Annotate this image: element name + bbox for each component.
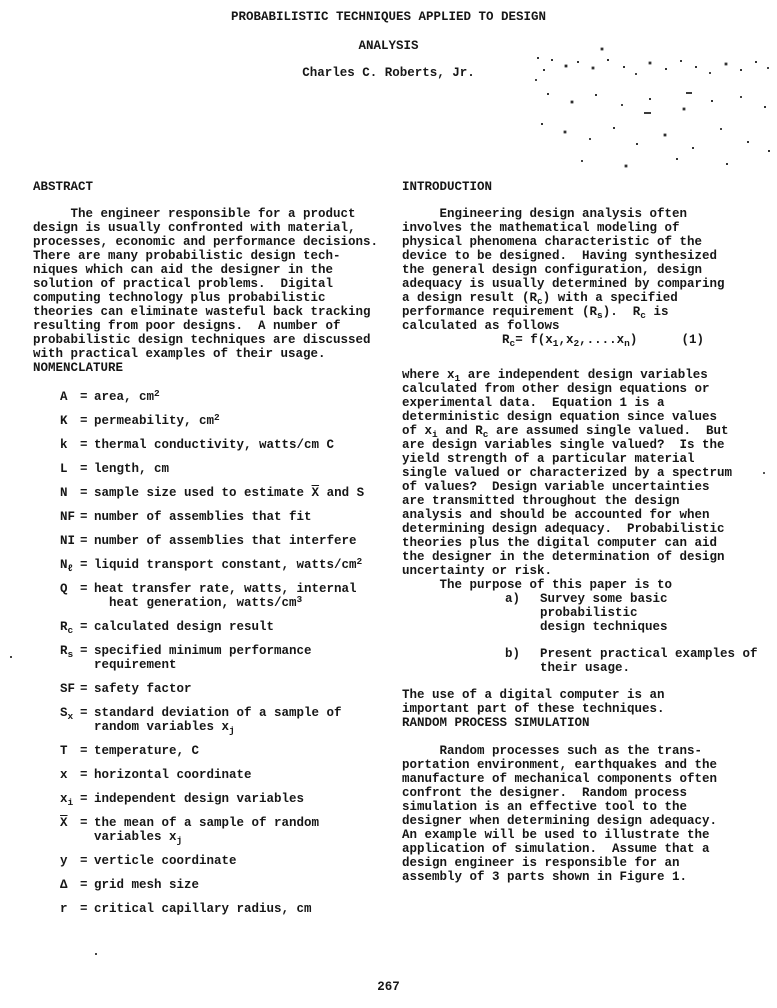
equals-sign: =: [80, 682, 88, 696]
equals-sign: =: [80, 854, 88, 868]
paper-subtitle: ANALYSIS: [358, 39, 419, 53]
nomenclature-symbol: $R_c$: [60, 620, 74, 636]
equals-sign: =: [80, 438, 88, 452]
intro-paragraph-2: where $x_1$ are independent design variables calculated from other design equations or experimental data. Equation 1 is a deterministic design equation since values of $x_i$ and $R_c$ are assumed single valued. But are design variables single valued? Is the yield strength of a particular material single valued or characterized by a spectrum of values? Design variable uncertainties are transmitted throughout the design analysis and should be accounted for when determining design adequacy. Probabilistic theories plus the digital computer can aid the designer in the determination of design uncertainty or risk. The purpose of this paper is to: [402, 368, 733, 592]
nomenclature-entry: [33, 854, 388, 868]
nomenclature-definition: number of assemblies that fit: [94, 510, 312, 524]
nomenclature-symbol: $N_\ell$: [60, 558, 74, 574]
equals-sign: =: [80, 902, 88, 916]
equals-sign: =: [80, 462, 88, 476]
list-item: [402, 647, 762, 675]
nomenclature-entry: [33, 414, 388, 428]
scan-noise-dash: [686, 92, 692, 94]
nomenclature-definition: thermal conductivity, watts/cm C: [94, 438, 335, 452]
scan-stray-marks: [10, 656, 12, 658]
nomenclature-symbol: y: [60, 854, 68, 868]
nomenclature-symbol: K: [60, 414, 68, 428]
nomenclature-definition: grid mesh size: [94, 878, 200, 892]
nomenclature-definition: heat transfer rate, watts, internal heat generation, watts/$cm^3$: [94, 582, 357, 610]
nomenclature-entry: [33, 620, 388, 634]
nomenclature-definition: independent design variables: [94, 792, 305, 806]
nomenclature-entry: [33, 438, 388, 452]
nomenclature-entry: [33, 534, 388, 548]
nomenclature-definition: number of assemblies that interfere: [94, 534, 357, 548]
nomenclature-entry: [33, 878, 388, 892]
nomenclature-entry: [33, 682, 388, 696]
nomenclature-symbol: $R_s$: [60, 644, 74, 660]
nomenclature-definition: horizontal coordinate: [94, 768, 252, 782]
equals-sign: =: [80, 620, 88, 634]
nomenclature-list: [33, 390, 388, 916]
equals-sign: =: [80, 792, 88, 806]
list-item-text: Survey some basic probabilistic design techniques: [540, 592, 668, 634]
equals-sign: =: [80, 510, 88, 524]
nomenclature-entry: [33, 792, 388, 806]
nomenclature-symbol: NF: [60, 510, 76, 524]
equals-sign: =: [80, 768, 88, 782]
nomenclature-definition: critical capillary radius, cm: [94, 902, 312, 916]
nomenclature-entry: [33, 390, 388, 404]
equals-sign: =: [80, 644, 88, 658]
equals-sign: =: [80, 878, 88, 892]
nomenclature-definition: calculated design result: [94, 620, 275, 634]
nomenclature-definition: permeability, $cm^2$: [94, 412, 220, 428]
nomenclature-symbol: NI: [60, 534, 76, 548]
purpose-list: [402, 592, 762, 675]
list-item-marker: a): [505, 592, 521, 606]
equation-row: [402, 333, 762, 347]
equals-sign: =: [80, 816, 88, 830]
nomenclature-definition: sample size used to estimate $\overline{X}$ and S: [94, 486, 365, 500]
nomenclature-symbol: Δ: [60, 878, 68, 892]
nomenclature-symbol: N: [60, 486, 68, 500]
intro-paragraph-1: Engineering design analysis often involves the mathematical modeling of physical phenomena characteristic of the device to be designed. Having synthesized the general design configuration, design adequacy is usually determined by comparing a design result $(R_c)$ with a specified performance requirement $(R_s)$. $R_c$ is calculated as follows: [402, 207, 725, 333]
nomenclature-definition: temperature, C: [94, 744, 200, 758]
random-process-paragraph: Random processes such as the trans- portation environment, earthquakes and the manufacture of mechanical components often confront the designer. Random process simulation is an effective tool to the designer when determining design adequacy. An example will be used to illustrate the application of simulation. Assume that a design engineer is responsible for an assembly of 3 parts shown in Figure 1.: [402, 744, 718, 884]
nomenclature-entry: [33, 486, 388, 500]
introduction-heading: INTRODUCTION: [402, 180, 493, 194]
nomenclature-symbol: L: [60, 462, 68, 476]
equals-sign: =: [80, 414, 88, 428]
left-column: [33, 180, 388, 926]
nomenclature-symbol: A: [60, 390, 68, 404]
scan-noise-speckles: [537, 57, 539, 59]
equals-sign: =: [80, 558, 88, 572]
nomenclature-symbol: $x_i$: [60, 792, 74, 808]
nomenclature-definition: the mean of a sample of random variables $x_j$: [94, 816, 320, 846]
abstract-body: The engineer responsible for a product design is usually confronted with material, processes, economic and performance decisions. There are many probabilistic design tech- niques which can aid the designer in the solution of practical problems. Digital computing technology plus probabilistic theories can eliminate wasteful back tracking resulting from poor designs. A number of probabilistic design techniques are discussed with practical examples of their usage.: [33, 207, 379, 361]
nomenclature-symbol: k: [60, 438, 68, 452]
nomenclature-entry: [33, 816, 388, 844]
nomenclature-symbol: x: [60, 768, 68, 782]
equals-sign: =: [80, 582, 88, 596]
nomenclature-definition: specified minimum performance requirement: [94, 644, 312, 672]
list-item: [402, 592, 762, 634]
scan-noise-dash: [644, 112, 651, 114]
equals-sign: =: [80, 744, 88, 758]
nomenclature-entry: [33, 768, 388, 782]
nomenclature-symbol: $S_x$: [60, 706, 74, 722]
closing-paragraph: The use of a digital computer is an important part of these techniques.: [402, 688, 665, 716]
nomenclature-entry: [33, 644, 388, 672]
nomenclature-entry: [33, 582, 388, 610]
two-column-body: [33, 180, 762, 926]
random-process-heading: RANDOM PROCESS SIMULATION: [402, 716, 590, 730]
list-item-text: Present practical examples of their usage.: [540, 647, 758, 675]
nomenclature-entry: [33, 558, 388, 572]
nomenclature-definition: area, $cm^2$: [94, 388, 160, 404]
nomenclature-definition: verticle coordinate: [94, 854, 237, 868]
nomenclature-entry: [33, 462, 388, 476]
nomenclature-symbol: Q: [60, 582, 68, 596]
nomenclature-entry: [33, 744, 388, 758]
list-item-marker: b): [505, 647, 521, 661]
page-footer: [0, 980, 777, 994]
nomenclature-entry: [33, 902, 388, 916]
nomenclature-definition: liquid transport constant, watts/$cm^2$: [94, 556, 363, 572]
abstract-heading: ABSTRACT: [33, 180, 94, 194]
paper-title: PROBABILISTIC TECHNIQUES APPLIED TO DESIGN: [230, 10, 547, 24]
right-column: [402, 180, 762, 926]
equals-sign: =: [80, 534, 88, 548]
equation-number: (1): [681, 333, 704, 347]
nomenclature-definition: length, cm: [94, 462, 170, 476]
nomenclature-entry: [33, 706, 388, 734]
nomenclature-symbol: r: [60, 902, 68, 916]
nomenclature-symbol: T: [60, 744, 68, 758]
equals-sign: =: [80, 706, 88, 720]
paper-header: [0, 10, 777, 80]
equals-sign: =: [80, 390, 88, 404]
nomenclature-symbol: SF: [60, 682, 76, 696]
nomenclature-heading: NOMENCLATURE: [33, 361, 124, 375]
page-number: 267: [377, 980, 400, 994]
equation-expression: $R_c= f(x_1,x_2,....x_n)$: [502, 333, 638, 349]
paper-author: Charles C. Roberts, Jr.: [302, 66, 475, 80]
nomenclature-symbol: $\overline{X}$: [60, 816, 68, 830]
nomenclature-definition: standard deviation of a sample of random variables $x_j$: [94, 706, 342, 736]
equals-sign: =: [80, 486, 88, 500]
nomenclature-definition: safety factor: [94, 682, 192, 696]
nomenclature-entry: [33, 510, 388, 524]
